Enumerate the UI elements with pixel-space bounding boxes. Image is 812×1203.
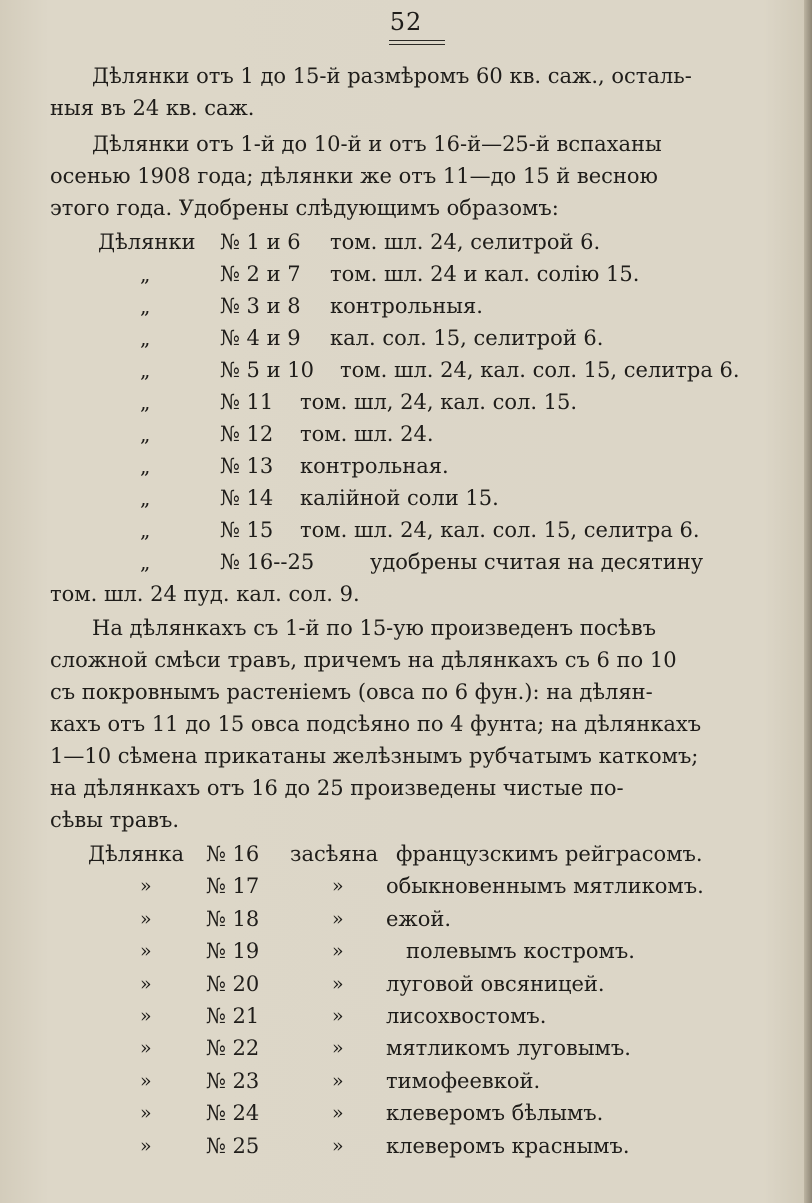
paragraph-2-line-1: Дѣлянки отъ 1-й до 10-й и отъ 16-й—25-й вспаханы bbox=[92, 132, 662, 156]
ditto-mark: „ bbox=[140, 294, 151, 318]
grass-species: клеверомъ краснымъ. bbox=[386, 1134, 630, 1158]
plot-number: № 17 bbox=[206, 874, 260, 898]
paragraph-3-line-1: На дѣлянкахъ съ 1-й по 15-ую произведенъ посѣвъ bbox=[92, 616, 657, 640]
fertilizer-description: том. шл, 24, кал. сол. 15. bbox=[300, 390, 578, 414]
ditto-mark: » bbox=[332, 1102, 344, 1124]
paragraph-3-line-7: сѣвы травъ. bbox=[50, 808, 180, 832]
ditto-mark: » bbox=[332, 1070, 344, 1092]
plot-number: № 25 bbox=[206, 1134, 260, 1158]
fertilizer-description: удобрены считая на десятину bbox=[370, 550, 704, 574]
fertilizer-description: контрольныя. bbox=[330, 294, 483, 318]
plot-number: № 16 bbox=[206, 842, 260, 866]
ditto-mark: » bbox=[332, 908, 344, 930]
sowing-list-lead: Дѣлянка bbox=[88, 842, 184, 866]
fertilizer-description: том. шл. 24. bbox=[300, 422, 434, 446]
plot-number: № 5 и 10 bbox=[220, 358, 314, 382]
grass-species: мятликомъ луговымъ. bbox=[386, 1036, 631, 1060]
grass-species: французскимъ рейграсомъ. bbox=[396, 842, 703, 866]
paragraph-3-line-3: съ покровнымъ растенiемъ (овса по 6 фун.): на дѣлян- bbox=[50, 680, 653, 704]
ditto-mark: » bbox=[140, 1102, 152, 1124]
page-edge bbox=[804, 0, 812, 1203]
grass-species: тимофеевкой. bbox=[386, 1069, 541, 1093]
plot-number: № 18 bbox=[206, 907, 260, 931]
fertilizer-description: том. шл. 24, кал. сол. 15, селитра 6. bbox=[340, 358, 740, 382]
ditto-mark: » bbox=[140, 1005, 152, 1027]
paragraph-3-line-5: 1—10 сѣмена прикатаны желѣзнымъ рубчатымъ каткомъ; bbox=[50, 744, 699, 768]
fertilizer-description: калiйной соли 15. bbox=[300, 486, 499, 510]
fertilizer-list-continuation: том. шл. 24 пуд. кал. сол. 9. bbox=[50, 582, 360, 606]
grass-species: луговой овсяницей. bbox=[386, 972, 605, 996]
ditto-mark: » bbox=[332, 973, 344, 995]
plot-number: № 11 bbox=[220, 390, 274, 414]
fertilizer-description: контрольная. bbox=[300, 454, 449, 478]
fertilizer-list-lead: Дѣлянки bbox=[98, 230, 196, 254]
paragraph-3-line-2: сложной смѣси травъ, причемъ на дѣлянкахъ съ 6 по 10 bbox=[50, 648, 677, 672]
grass-species: лисохвостомъ. bbox=[386, 1004, 547, 1028]
plot-number: № 13 bbox=[220, 454, 274, 478]
ditto-mark: » bbox=[332, 1005, 344, 1027]
grass-species: клеверомъ бѣлымъ. bbox=[386, 1101, 604, 1125]
plot-number: № 19 bbox=[206, 939, 260, 963]
ditto-mark: „ bbox=[140, 262, 151, 286]
ditto-mark: » bbox=[332, 940, 344, 962]
paragraph-3-line-4: кахъ отъ 11 до 15 овса подсѣяно по 4 фунта; на дѣлянкахъ bbox=[50, 712, 702, 736]
paragraph-1-line-1: Дѣлянки отъ 1 до 15-й размѣромъ 60 кв. саж., осталь- bbox=[92, 64, 692, 88]
plot-number: № 24 bbox=[206, 1101, 260, 1125]
plot-number: № 14 bbox=[220, 486, 274, 510]
plot-number: № 16--25 bbox=[220, 550, 315, 574]
ditto-mark: » bbox=[332, 1135, 344, 1157]
grass-species: ежой. bbox=[386, 907, 452, 931]
ditto-mark: „ bbox=[140, 518, 151, 542]
ditto-mark: » bbox=[140, 940, 152, 962]
grass-species: обыкновеннымъ мятликомъ. bbox=[386, 874, 704, 898]
paragraph-3-line-6: на дѣлянкахъ отъ 16 до 25 произведены чистые по- bbox=[50, 776, 624, 800]
ditto-mark: „ bbox=[140, 358, 151, 382]
ditto-mark: „ bbox=[140, 454, 151, 478]
paragraph-1-line-2: ныя въ 24 кв. саж. bbox=[50, 96, 255, 120]
plot-number: № 15 bbox=[220, 518, 274, 542]
ditto-mark: „ bbox=[140, 326, 151, 350]
plot-number: № 2 и 7 bbox=[220, 262, 301, 286]
fertilizer-description: том. шл. 24, кал. сол. 15, селитра 6. bbox=[300, 518, 700, 542]
page-number-rule bbox=[389, 44, 445, 45]
ditto-mark: » bbox=[140, 1070, 152, 1092]
plot-number: № 21 bbox=[206, 1004, 260, 1028]
page-number-rule bbox=[389, 40, 445, 41]
page-number: 52 bbox=[389, 8, 423, 36]
ditto-mark: „ bbox=[140, 486, 151, 510]
ditto-mark: » bbox=[140, 973, 152, 995]
paragraph-2-line-3: этого года. Удобрены слѣдующимъ образомъ: bbox=[50, 196, 559, 220]
grass-species: полевымъ костромъ. bbox=[406, 939, 635, 963]
fertilizer-description: том. шл. 24, селитрой 6. bbox=[330, 230, 601, 254]
plot-number: № 12 bbox=[220, 422, 274, 446]
plot-number: № 1 и 6 bbox=[220, 230, 301, 254]
ditto-mark: » bbox=[332, 1037, 344, 1059]
ditto-mark: » bbox=[140, 1135, 152, 1157]
ditto-mark: » bbox=[140, 1037, 152, 1059]
ditto-mark: „ bbox=[140, 422, 151, 446]
fertilizer-description: кал. сол. 15, селитрой 6. bbox=[330, 326, 604, 350]
plot-number: № 22 bbox=[206, 1036, 260, 1060]
ditto-mark: „ bbox=[140, 390, 151, 414]
ditto-mark: » bbox=[140, 908, 152, 930]
ditto-mark: » bbox=[140, 875, 152, 897]
plot-number: № 20 bbox=[206, 972, 260, 996]
ditto-mark: „ bbox=[140, 550, 151, 574]
ditto-mark: » bbox=[332, 875, 344, 897]
plot-number: № 23 bbox=[206, 1069, 260, 1093]
paragraph-2-line-2: осенью 1908 года; дѣлянки же отъ 11—до 15 й весною bbox=[50, 164, 658, 188]
plot-number: № 3 и 8 bbox=[220, 294, 301, 318]
fertilizer-description: том. шл. 24 и кал. солiю 15. bbox=[330, 262, 640, 286]
plot-number: № 4 и 9 bbox=[220, 326, 301, 350]
sowing-list-verb: засѣяна bbox=[290, 842, 379, 866]
